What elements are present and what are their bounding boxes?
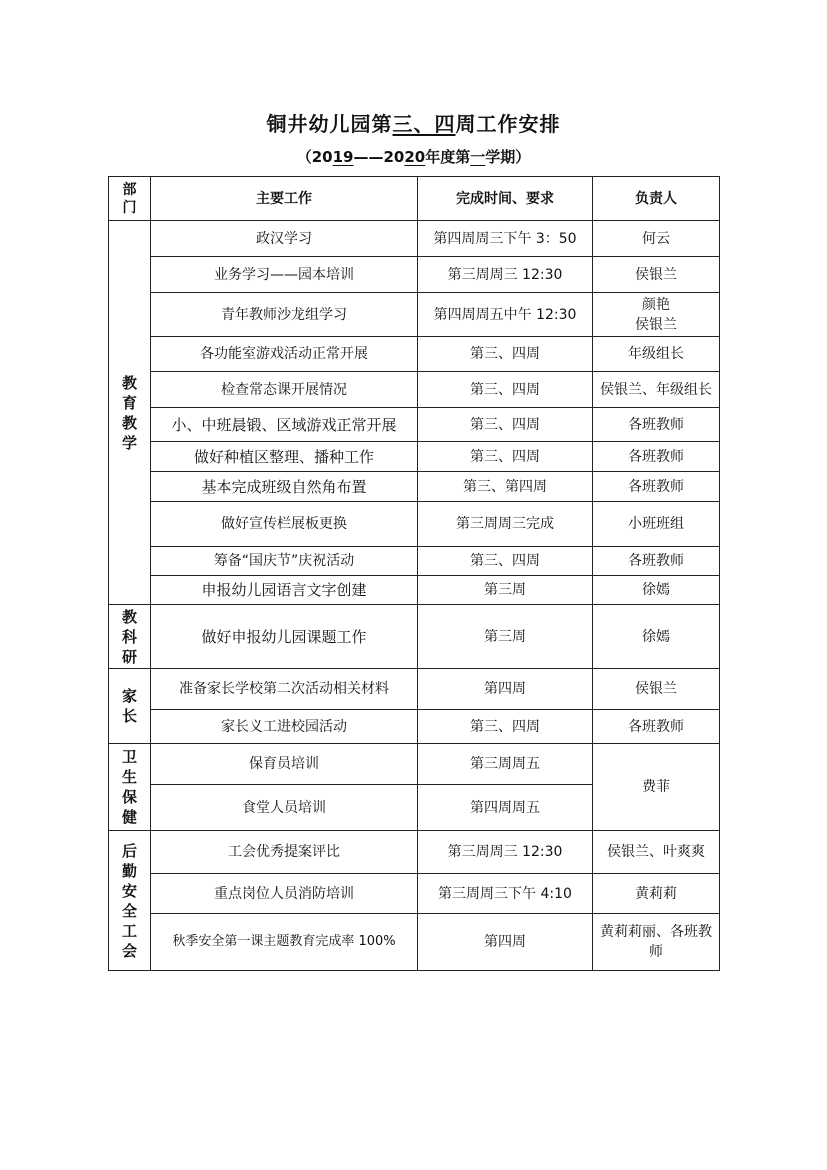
person-cell: 各班教师 bbox=[593, 710, 720, 744]
time-cell: 第三周 bbox=[418, 576, 593, 605]
work-cell: 筹备“国庆节”庆祝活动 bbox=[151, 547, 418, 576]
header-dept: 部门 bbox=[109, 177, 151, 221]
work-cell: 基本完成班级自然角布置 bbox=[151, 472, 418, 502]
time-cell: 第三、四周 bbox=[418, 710, 593, 744]
header-work: 主要工作 bbox=[151, 177, 418, 221]
person-cell: 各班教师 bbox=[593, 472, 720, 502]
header-person: 负责人 bbox=[593, 177, 720, 221]
time-cell: 第三、四周 bbox=[418, 408, 593, 442]
time-cell: 第三、四周 bbox=[418, 337, 593, 372]
header-row bbox=[109, 177, 720, 221]
work-cell: 小、中班晨锻、区域游戏正常开展 bbox=[151, 408, 418, 442]
table-row bbox=[109, 472, 720, 502]
table-row bbox=[109, 372, 720, 408]
time-cell: 第三周周五 bbox=[418, 744, 593, 785]
table-row bbox=[109, 576, 720, 605]
person-cell: 黄莉莉丽、各班教师 bbox=[593, 914, 720, 971]
table-row bbox=[109, 442, 720, 472]
table-row bbox=[109, 831, 720, 874]
work-cell: 做好宣传栏展板更换 bbox=[151, 502, 418, 547]
person-cell: 侯银兰、年级组长 bbox=[593, 372, 720, 408]
time-cell: 第三、四周 bbox=[418, 547, 593, 576]
person-cell: 年级组长 bbox=[593, 337, 720, 372]
work-cell: 保育员培训 bbox=[151, 744, 418, 785]
table-row bbox=[109, 710, 720, 744]
work-cell: 工会优秀提案评比 bbox=[151, 831, 418, 874]
work-cell: 做好申报幼儿园课题工作 bbox=[151, 605, 418, 669]
work-cell: 政汉学习 bbox=[151, 221, 418, 257]
time-cell: 第三、四周 bbox=[418, 372, 593, 408]
time-cell: 第四周 bbox=[418, 669, 593, 710]
schedule-table bbox=[108, 176, 720, 971]
person-cell: 侯银兰 bbox=[593, 669, 720, 710]
time-cell: 第三周周三 12:30 bbox=[418, 257, 593, 293]
person-cell: 何云 bbox=[593, 221, 720, 257]
work-cell: 准备家长学校第二次活动相关材料 bbox=[151, 669, 418, 710]
table-row bbox=[109, 257, 720, 293]
time-cell: 第三周 bbox=[418, 605, 593, 669]
person-cell: 各班教师 bbox=[593, 547, 720, 576]
dept-cell-parents: 家长 bbox=[109, 669, 151, 744]
person-cell: 颜艳 侯银兰 bbox=[593, 293, 720, 337]
table-row bbox=[109, 408, 720, 442]
page-subtitle: （2019——2020年度第一学期） bbox=[296, 148, 531, 166]
work-cell: 重点岗位人员消防培训 bbox=[151, 874, 418, 914]
time-cell: 第四周 bbox=[418, 914, 593, 971]
table-row bbox=[109, 547, 720, 576]
table-row bbox=[109, 744, 720, 785]
work-cell: 申报幼儿园语言文字创建 bbox=[151, 576, 418, 605]
time-cell: 第三周周三完成 bbox=[418, 502, 593, 547]
work-cell: 食堂人员培训 bbox=[151, 785, 418, 831]
table-row bbox=[109, 669, 720, 710]
time-cell: 第四周周五 bbox=[418, 785, 593, 831]
time-cell: 第三周周三 12:30 bbox=[418, 831, 593, 874]
work-cell: 家长义工进校园活动 bbox=[151, 710, 418, 744]
table-row bbox=[109, 605, 720, 669]
dept-cell-research: 教科研 bbox=[109, 605, 151, 669]
table-row bbox=[109, 337, 720, 372]
person-cell: 徐嫣 bbox=[593, 576, 720, 605]
table-row bbox=[109, 914, 720, 971]
dept-cell-logistics: 后勤安全工会 bbox=[109, 831, 151, 971]
time-cell: 第三、四周 bbox=[418, 442, 593, 472]
time-cell: 第三周周三下午 4:10 bbox=[418, 874, 593, 914]
table-row bbox=[109, 293, 720, 337]
time-cell: 第三、第四周 bbox=[418, 472, 593, 502]
work-cell: 做好种植区整理、播种工作 bbox=[151, 442, 418, 472]
table-row bbox=[109, 874, 720, 914]
work-cell: 检查常态课开展情况 bbox=[151, 372, 418, 408]
person-cell: 费菲 bbox=[593, 744, 720, 831]
person-cell: 侯银兰、叶爽爽 bbox=[593, 831, 720, 874]
work-cell: 业务学习——园本培训 bbox=[151, 257, 418, 293]
time-cell: 第四周周五中午 12:30 bbox=[418, 293, 593, 337]
dept-cell-teaching: 教育教学 bbox=[109, 221, 151, 605]
time-cell: 第四周周三下午 3：50 bbox=[418, 221, 593, 257]
table-row bbox=[109, 221, 720, 257]
header-time: 完成时间、要求 bbox=[418, 177, 593, 221]
person-cell: 各班教师 bbox=[593, 442, 720, 472]
work-cell: 青年教师沙龙组学习 bbox=[151, 293, 418, 337]
dept-cell-health: 卫生保健 bbox=[109, 744, 151, 831]
person-cell: 徐嫣 bbox=[593, 605, 720, 669]
person-cell: 各班教师 bbox=[593, 408, 720, 442]
person-cell: 侯银兰 bbox=[593, 257, 720, 293]
page-title: 铜井幼儿园第三、四周工作安排 bbox=[266, 112, 561, 136]
work-cell: 秋季安全第一课主题教育完成率 100% bbox=[151, 914, 418, 971]
table-row bbox=[109, 502, 720, 547]
work-cell: 各功能室游戏活动正常开展 bbox=[151, 337, 418, 372]
person-cell: 黄莉莉 bbox=[593, 874, 720, 914]
person-cell: 小班班组 bbox=[593, 502, 720, 547]
